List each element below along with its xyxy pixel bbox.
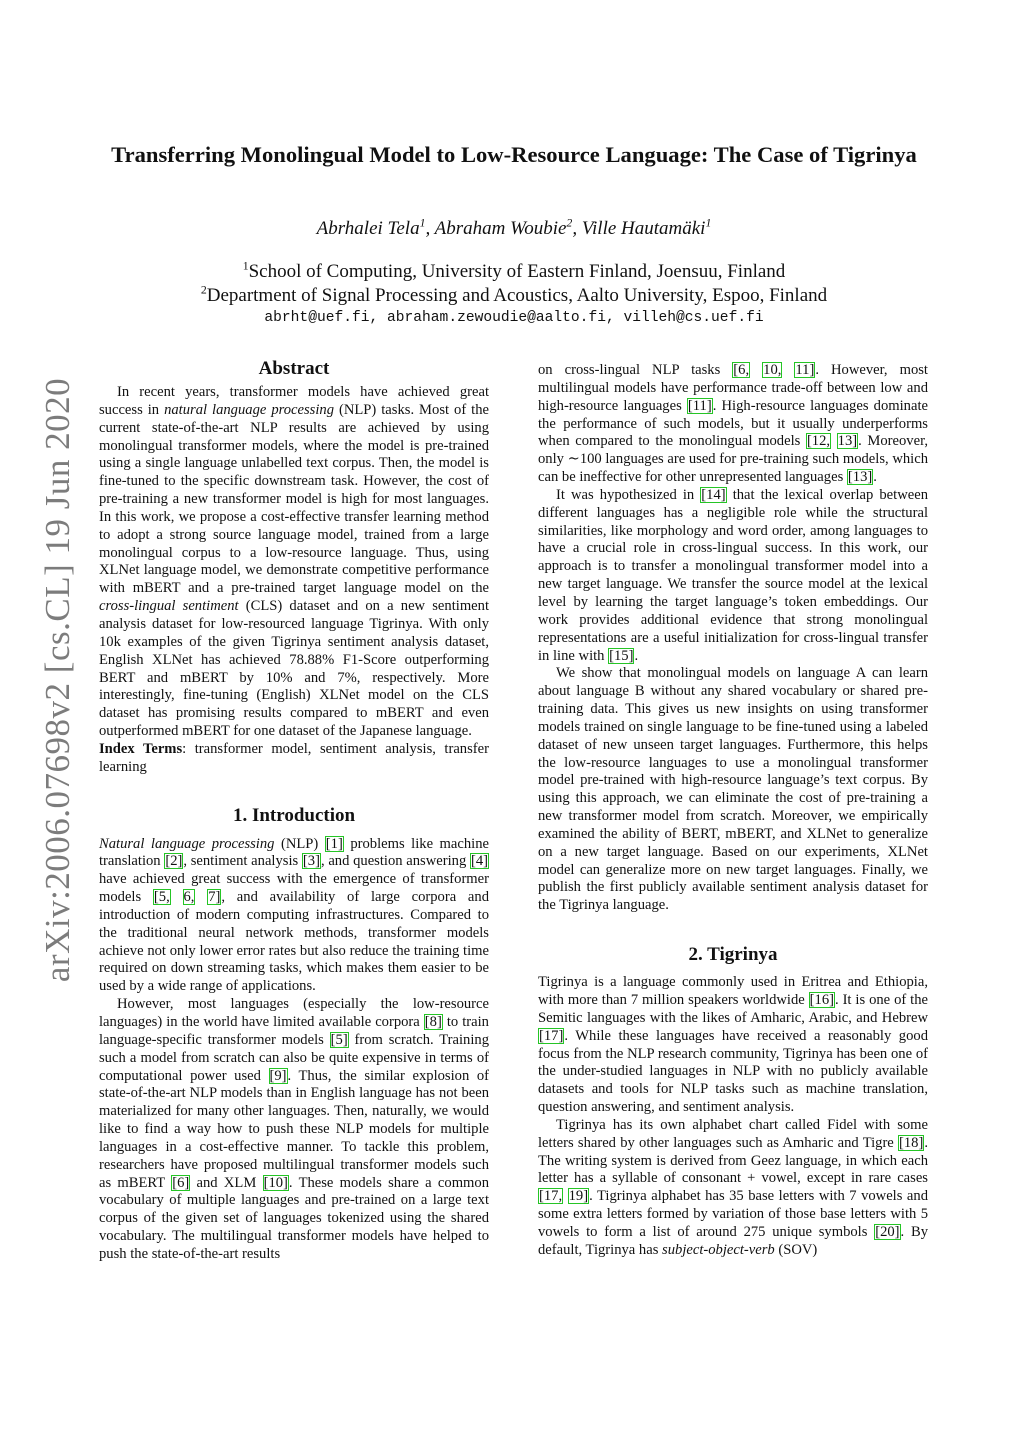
author-name: Abrhalei Tela [316, 218, 420, 239]
tigrinya-heading: 2. Tigrinya [688, 944, 778, 966]
author-affiliation-mark: 2 [566, 216, 573, 230]
abstract-heading: Abstract [258, 358, 330, 379]
paper-title: Transferring Monolingual Model to Low-Resource Language: The Case of Tigrinya [111, 142, 917, 167]
citation-link[interactable]: [18] [899, 1134, 924, 1151]
body-paragraph: on cross-lingual NLP tasks [6, 10, 11]. However, most multilingual models have performance trade-off between low and high-resource languages [11]. High-resource languages dominate the performance of such models, but it usually underperforms when compared to the monolingual models [12, 13]. Moreover, only ∼100 languages are used for pre-training such models, which can be ineffective for other unrepresented languages [13]. [538, 362, 929, 486]
citation-link[interactable]: [5] [330, 1031, 348, 1048]
citation-link[interactable]: [6, [733, 362, 750, 378]
author-name: Abraham Woubie [434, 218, 567, 239]
citation-link[interactable]: [12, [806, 433, 831, 450]
citation-link[interactable]: 7] [208, 889, 221, 906]
author-emails: abrht@uef.fi, abraham.zewoudie@aalto.fi, villeh@cs.uef.fi [264, 310, 764, 326]
abstract-paragraph: In recent years, transformer models have achieved great success in natural language processing (NLP) tasks. Most of the current state-of-the-art NLP results are achieved by using monolingual transformer models, where the model is pre-trained using a single language unlabelled text corpus. Then, the model is fine-tuned to the specific downstream task. However, the cost of pre-training a new transformer model is high for most languages. In this work, we propose a cost-effective transfer learning method to adopt a strong source language model, trained from a large monolingual corpus to a low-resource language. Thus, using XLNet language model, we demonstrate competitive performance with mBERT and a pre-trained target language model on the cross-lingual sentiment (CLS) dataset and on a new sentiment analysis dataset for low-resourced language Tigrinya. With only 10k examples of the given Tigrinya sentiment analysis dataset, English XLNet has achieved 78.88% F1-Score outperforming BERT and mBERT by 10% and 7%, respectively. More interestingly, fine-tuning (English) XLNet model on the CLS dataset has promising results compared to mBERT and even outperformed mBERT for one dataset of the Japanese language. [99, 384, 489, 740]
citation-link[interactable]: [6] [172, 1174, 190, 1191]
arxiv-stamp [28, 300, 88, 1060]
citation-link[interactable]: [11] [687, 397, 712, 414]
author-affiliation-mark: 1 [705, 216, 712, 230]
citation-link[interactable]: 10, [763, 362, 782, 378]
citation-link[interactable]: 6, [183, 889, 195, 906]
citation-link[interactable]: 13] [837, 433, 858, 450]
affiliation: $^2$Department of Signal Processing and Acoustics, Aalto University, Espoo, Finland [200, 283, 828, 306]
author-name: Ville Hautamäki [581, 218, 706, 239]
body-paragraph: Tigrinya has its own alphabet chart called Fidel with some letters shared by other languages such as Amharic and Tigre [18]. The writing system is derived from Geez language, in which each letter has a syllable of consonant + vowel, except in rare cases [17, 19]. Tigrinya alphabet has 35 base letters with 7 vowels and some extra letters formed by variation of those base letters with 5 vowels to form a list of around 275 unique symbols [20]. By default, Tigrinya has subject-object-verb (SOV) [538, 1116, 928, 1258]
citation-link[interactable]: [20] [875, 1223, 900, 1240]
citation-link[interactable]: [17, [539, 1188, 563, 1205]
citation-link[interactable]: [16] [809, 992, 834, 1008]
citation-link[interactable]: [15] [609, 647, 634, 664]
index-terms: Index Terms: transformer model, sentiment analysis, transfer learning [99, 740, 489, 775]
body-paragraph: We show that monolingual models on language A can learn about language B without any shared vocabulary or shared pre-training data. This gives us new insights on using transformer models trained on single language to be fine-tuned using a labeled dataset of new unseen target languages. Furthermore, this helps the low-resource languages to use a monolingual transformer model pre-trained with high-resource language’s text corpus. By using this approach, we can eliminate the cost of pre-training a new transformer model from scratch. Moreover, we empirically examined the ability of BERT, mBERT, and XLNet to generalize on a new target language. Based on our experiments, XLNet model can generalize more on new target languages. Finally, we publish the first publicly available sentiment analysis dataset for the Tigrinya language. [538, 665, 928, 914]
citation-link[interactable]: [8] [424, 1014, 442, 1030]
citation-link[interactable]: [2] [165, 853, 183, 870]
author-affiliation-mark: 1 [419, 216, 426, 230]
body-paragraph: It was hypothesized in [14] that the lexical overlap between different languages has a negligible role while the structural similarities, like morphology and word order, among languages to have a crucial role in cross-lingual success. In this work, our approach is to transfer a monolingual transformer model into a new target language. We transfer the source model at the lexical level by learning the target language’s token embeddings. Our work provides additional evidence that strong monolingual representations are a useful initialization for cross-lingual transfer in line with [15]. [538, 486, 928, 664]
author-list: Abrhalei Tela$^1$, Abraham Woubie$^2$, Ville Hautamäki$^1$ [316, 216, 712, 239]
citation-link[interactable]: [9] [269, 1067, 287, 1084]
intro-heading: 1. Introduction [232, 804, 356, 826]
body-paragraph: Tigrinya is a language commonly used in Eritrea and Ethiopia, with more than 7 million speakers worldwide [16]. It is one of the Semitic languages with the likes of Amharic, Arabic, and Hebrew [17]. While these languages have received a reasonably good focus from the NLP research community, Tigrinya has been one of the under-studied languages in NLP with no publicly available datasets and tools for NLP tasks such as machine translation, question answering, and sentiment analysis. [538, 974, 928, 1116]
affiliation-list [100, 260, 928, 307]
citation-link[interactable]: 19] [568, 1188, 589, 1205]
citation-link[interactable]: [17] [539, 1027, 564, 1044]
left-column [99, 358, 489, 1264]
citation-link[interactable]: [13] [847, 469, 873, 486]
intro-paragraph-2: However, most languages (especially the low-resource languages) in the world have limited available corpora [8] to train language-specific transformer models [5] from scratch. Training such a model from scratch can also be quite expensive in terms of computational power used [9]. Thus, the similar explosion of state-of-the-art NLP models than in English language has not been materialized for many other languages. Then, naturally, we would like to find a way how to push these NLP models for multiple languages in a cost-effective manner. To tackle this problem, researchers have proposed multilingual transformer models such as mBERT [6] and XLM [10]. These models share a common vocabulary of multiple languages and pre-trained on a large text corpus of the given set of languages tokenized using the shared vocabulary. The multilingual transformer models have helped to push the state-of-the-art results [99, 996, 490, 1262]
right-column [538, 362, 928, 1260]
citation-link[interactable]: [3] [302, 853, 320, 870]
citation-link[interactable]: [1] [325, 835, 343, 852]
citation-link[interactable]: [14] [701, 486, 726, 503]
citation-link[interactable]: [10] [263, 1174, 288, 1191]
citation-link[interactable]: 11] [795, 362, 815, 378]
citation-link[interactable]: [5, [153, 889, 170, 906]
intro-paragraph-1: Natural language processing (NLP) [1] problems like machine translation [2], sentiment analysis [3], and question answering [4] have achieved great success with the emergence of transformer models [5, 6, 7], and availability of large corpora and introduction of modern computing infrastructures. Compared to the traditional neural network methods, transformer models achieve not only lower error rates but also reduce the training time required on down streaming tasks, which makes them easier to be used by a wide range of applications. [99, 835, 489, 995]
arxiv-stamp-text: arXiv:2006.07698v2 [cs.CL] 19 Jun 2020 [38, 377, 78, 983]
affiliation: $^1$School of Computing, University of Eastern Finland, Joensuu, Finland [242, 259, 786, 282]
citation-link[interactable]: [4] [470, 853, 488, 870]
